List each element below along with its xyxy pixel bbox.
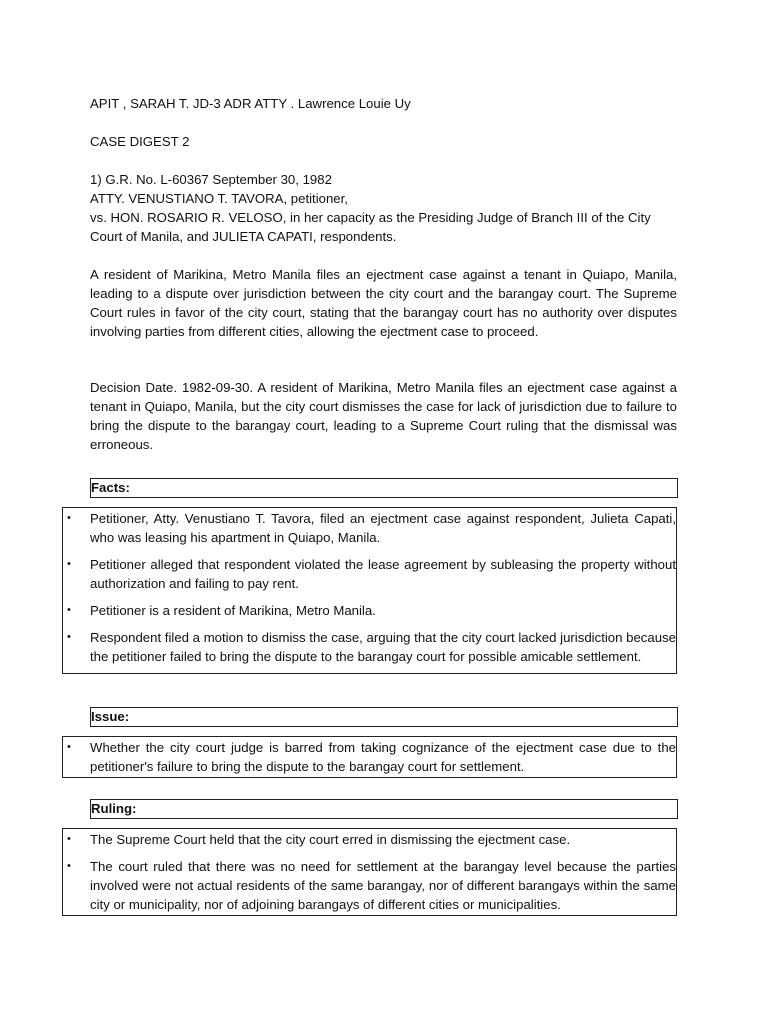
bullet-icon: • [67, 604, 71, 616]
document-title: CASE DIGEST 2 [90, 134, 190, 149]
ruling-item-text: The court ruled that there was no need for settlement at the barangay level because the parties involved were not actual residents of the same barangay, nor of different barangays within the same city or municipality, nor of adjoining barangays of different cities or municipalities. [90, 859, 676, 912]
facts-heading: Facts: [90, 478, 678, 498]
facts-list [62, 507, 677, 674]
list-item [63, 555, 676, 593]
facts-item-text: Petitioner alleged that respondent violated the lease agreement by subleasing the property without authorization and failing to pay rent. [90, 557, 676, 591]
case-gr-number: 1) G.R. No. L-60367 September 30, 1982 [90, 172, 332, 187]
bullet-icon: • [67, 833, 71, 845]
case-respondent-line-2: Court of Manila, and JULIETA CAPATI, respondents. [90, 229, 397, 244]
bullet-icon: • [67, 741, 71, 753]
ruling-heading: Ruling: [90, 799, 678, 819]
summary-paragraph: A resident of Marikina, Metro Manila files an ejectment case against a tenant in Quiapo, Manila, leading to a dispute over jurisdiction between the city court and the barangay court. The Supreme Court rules in favor of the city court, stating that the barangay court has no authority over disputes involving parties from different cities, allowing the ejectment case to proceed. [90, 267, 677, 339]
list-item [63, 509, 676, 547]
issue-list [62, 736, 677, 778]
case-petitioner: ATTY. VENUSTIANO T. TAVORA, petitioner, [90, 191, 348, 206]
bullet-icon: • [67, 631, 71, 643]
list-item [63, 628, 676, 666]
decision-paragraph: Decision Date. 1982-09-30. A resident of Marikina, Metro Manila files an ejectment case against a tenant in Quiapo, Manila, but the city court dismisses the case for lack of jurisdiction due to failure to bring the dispute to the barangay court, leading to a Supreme Court ruling that the dismissal was erroneous. [90, 380, 677, 452]
ruling-list [62, 828, 677, 916]
facts-item-text: Respondent filed a motion to dismiss the case, arguing that the city court lacked jurisdiction because the petitioner failed to bring the dispute to the barangay court for possible amicable settlement. [90, 630, 676, 664]
bullet-icon: • [67, 512, 71, 524]
list-item [63, 830, 676, 849]
bullet-icon: • [67, 860, 71, 872]
case-respondent-line-1: vs. HON. ROSARIO R. VELOSO, in her capacity as the Presiding Judge of Branch III of the City [90, 210, 651, 225]
facts-item-text: Petitioner is a resident of Marikina, Metro Manila. [90, 603, 376, 618]
issue-heading: Issue: [90, 707, 678, 727]
facts-item-text: Petitioner, Atty. Venustiano T. Tavora, filed an ejectment case against respondent, Julieta Capati, who was leasing his apartment in Quiapo, Manila. [90, 511, 676, 545]
author-line: APIT , SARAH T. JD-3 ADR ATTY . Lawrence Louie Uy [90, 96, 411, 111]
issue-item-text: Whether the city court judge is barred from taking cognizance of the ejectment case due to the petitioner's failure to bring the dispute to the barangay court for settlement. [90, 740, 676, 774]
bullet-icon: • [67, 558, 71, 570]
list-item [63, 857, 676, 914]
list-item [63, 601, 676, 620]
list-item [63, 738, 676, 776]
ruling-item-text: The Supreme Court held that the city court erred in dismissing the ejectment case. [90, 832, 571, 847]
